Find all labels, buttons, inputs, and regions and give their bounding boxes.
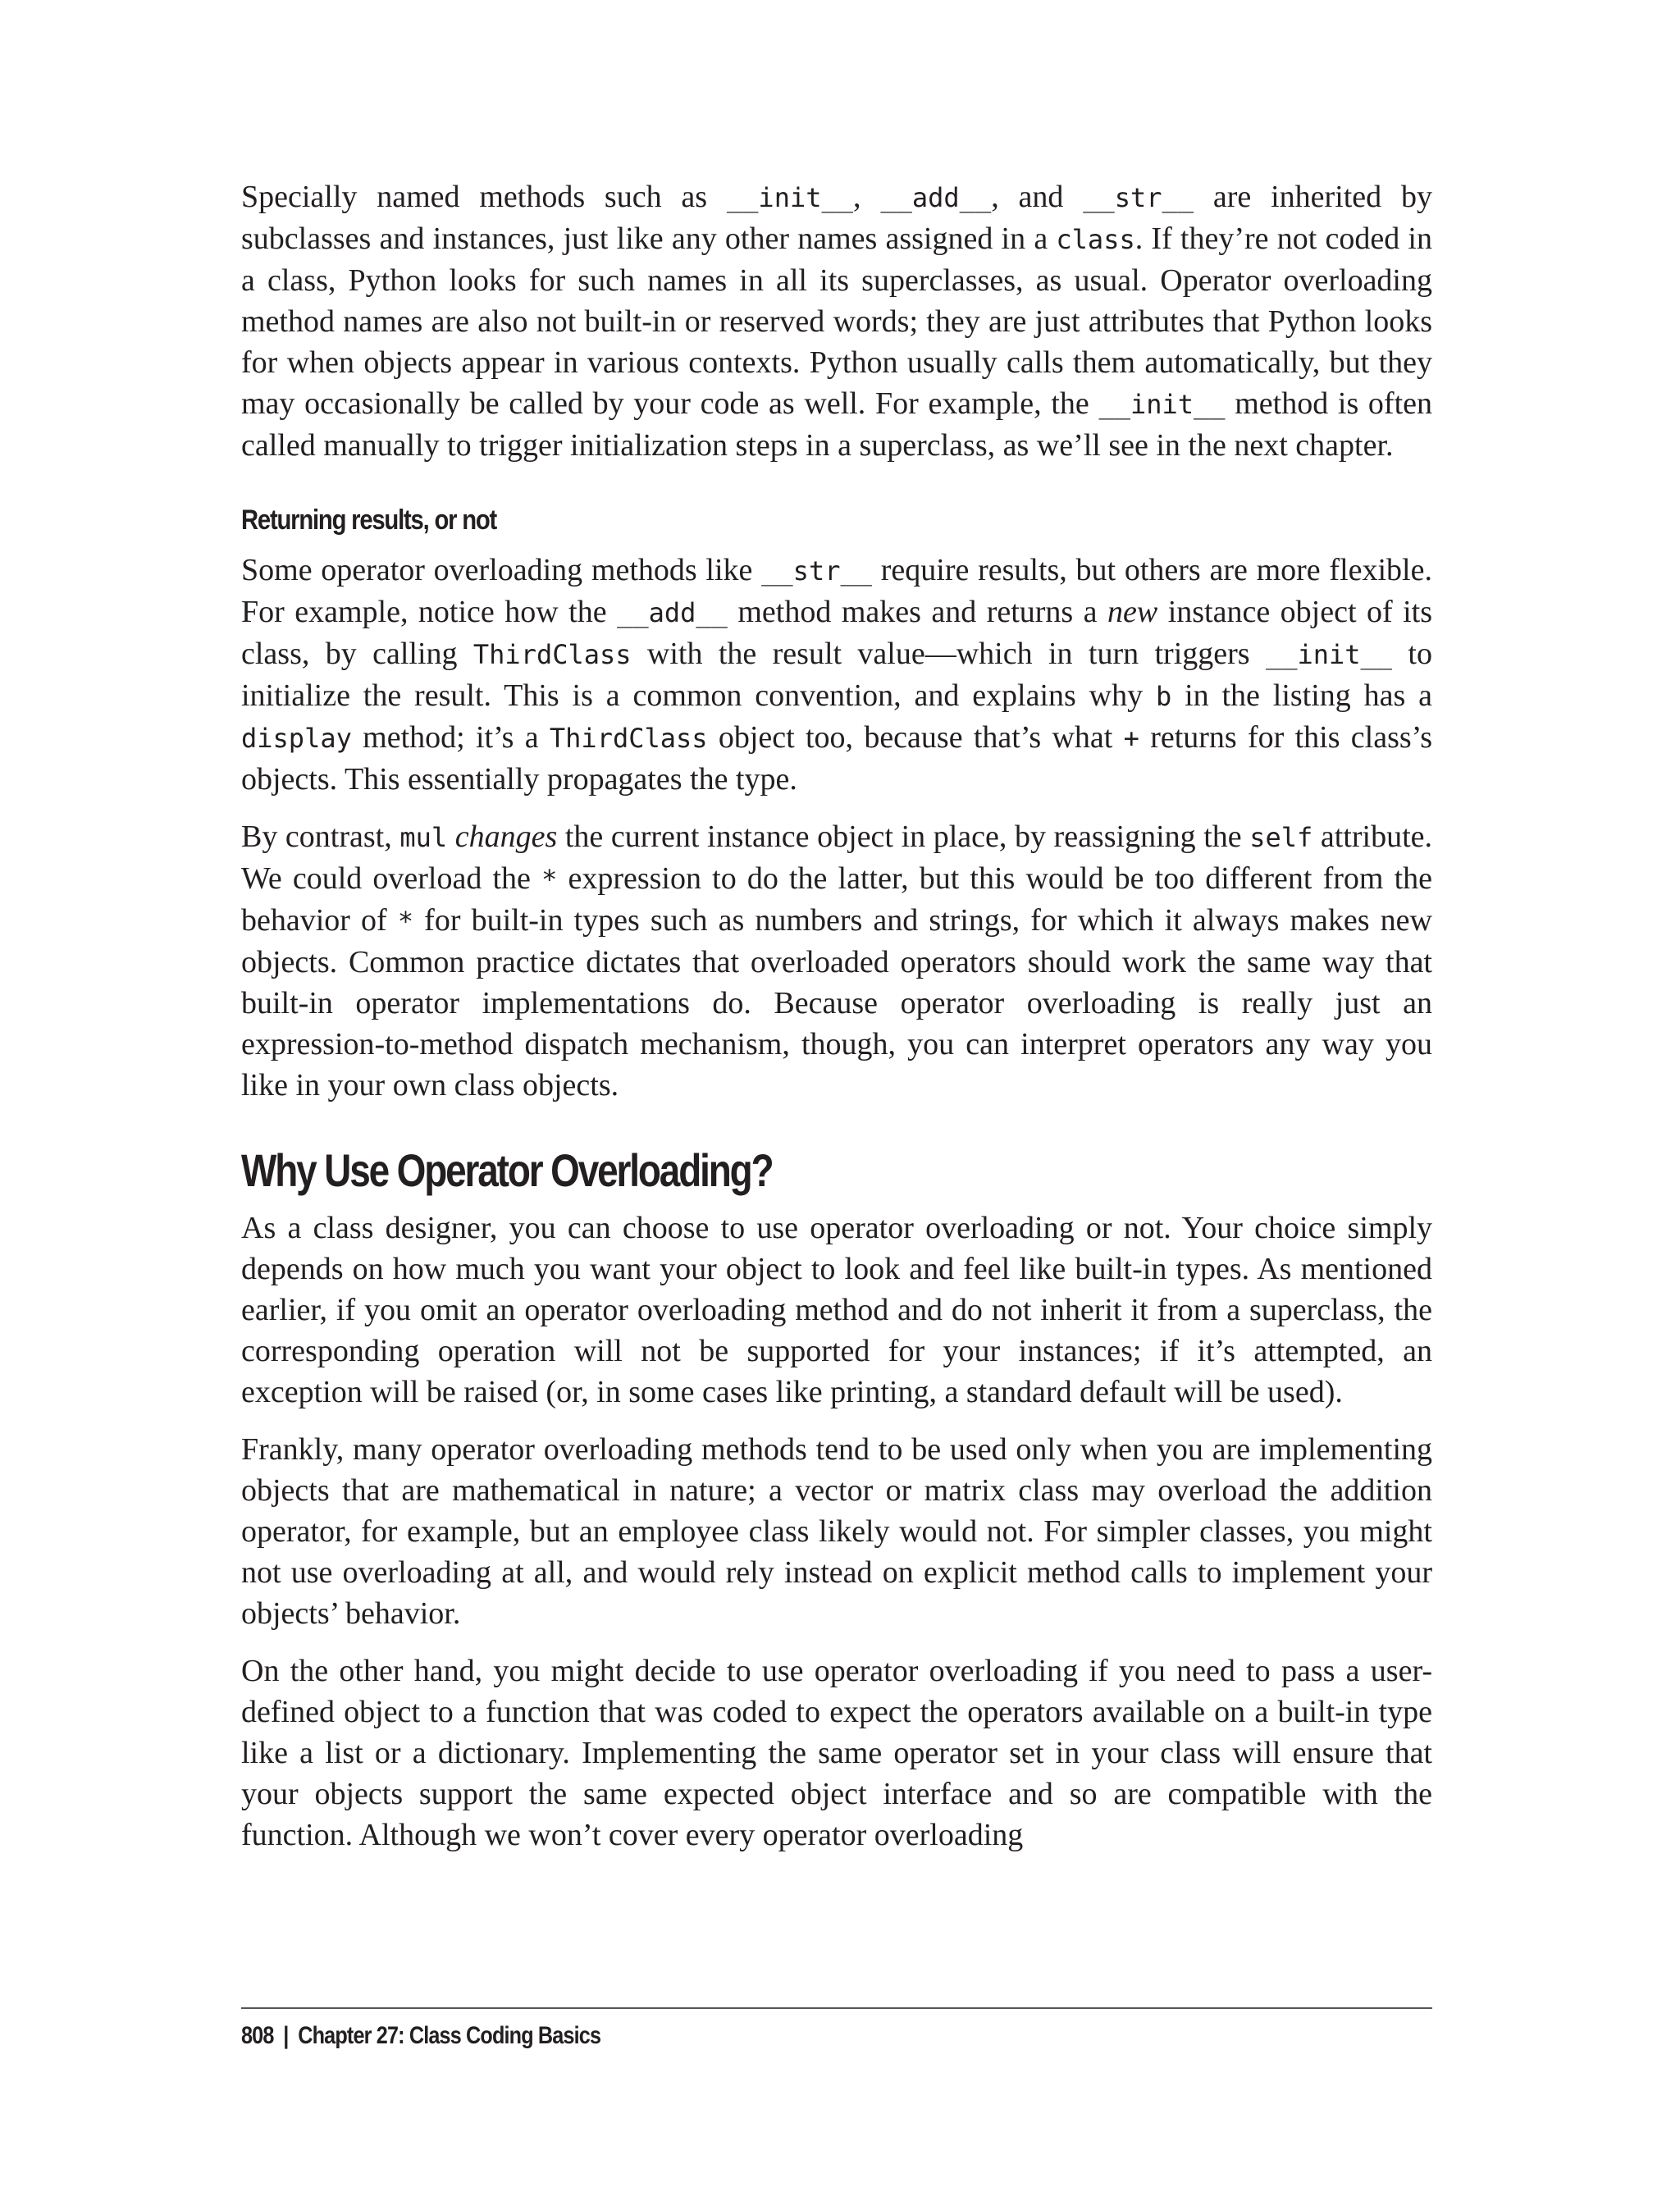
page-footer (241, 2007, 1432, 2050)
section-heading-why-operator-overloading: Why Use Operator Overloading? (241, 1144, 773, 1196)
inline-code: class (1056, 224, 1135, 255)
page-number: 808 (241, 2022, 274, 2049)
footer-separator: | (283, 2022, 289, 2049)
inline-code: __add__ (880, 182, 992, 213)
page-body (241, 176, 1432, 1872)
paragraph-by-contrast: By contrast, mul changes the current instance object in place, by reassigning the self attribute. We could overload the * expression to do the latter, but this would be too different from the behavior of * for built-in types such as numbers and strings, for which it always makes new objects. Common practice dictates that overloaded operators should work the same way that built-in operator implementations do. Because operator overloading is really just an expression-to-method dispatch mechanism, though, you can interpret operators any way you like in your own class objects. (241, 819, 1433, 1102)
inline-code: __init__ (1098, 389, 1226, 420)
inline-code: b (1155, 681, 1172, 712)
paragraph-returning-results: Some operator overloading methods like __str__ require results, but others are more flexible. For example, notice how the __add__ method makes and returns a new instance object of its class, by calling ThirdClass with the result value—which in turn triggers __init__ to initialize the result. This is a common convention, and explains why b in the listing has a display method; it’s a ThirdClass object too, because that’s what + returns for this class’s objects. This essentially propagates the type. (241, 553, 1433, 797)
emphasis: new (1107, 595, 1158, 629)
inline-code: __add__ (617, 597, 728, 628)
inline-code: __init__ (1265, 639, 1393, 670)
inline-code: * (397, 906, 414, 937)
inline-code: __str__ (761, 555, 872, 587)
inline-code: ThirdClass (549, 723, 708, 754)
paragraph-class-designer: As a class designer, you can choose to use operator overloading or not. Your choice simply depends on how much you want your object to look and feel like built-in types. As mentioned earlier, if you omit an operator overloading method and do not inherit it from a superclass, the corresponding operation will not be supported for your instances; if it’s attempted, an exception will be raised (or, in some cases like printing, a standard default will be used). (241, 1211, 1432, 1409)
inline-code: mul (399, 822, 448, 853)
inline-code: __str__ (1083, 182, 1194, 213)
inline-code: * (541, 864, 558, 895)
paragraph-frankly: Frankly, many operator overloading methods tend to be used only when you are implementing objects that are mathematical in nature; a vector or matrix class may overload the addition operator, for example, but an employee class likely would not. For simpler classes, you might not use overloading at all, and would rely instead on explicit method calls to implement your objects’ behavior. (241, 1432, 1432, 1631)
inline-code: display (241, 723, 352, 754)
chapter-title: Chapter 27: Class Coding Basics (298, 2022, 601, 2049)
inline-code: self (1249, 822, 1313, 853)
emphasis: changes (454, 819, 558, 854)
inline-code: __init__ (726, 182, 854, 213)
subheading-returning-results: Returning results, or not (241, 504, 497, 536)
paragraph-on-the-other-hand: On the other hand, you might decide to use operator overloading if you need to pass a user-defined object to a function that was coded to expect the operators available on a built-in type like a list or a dictionary. Implementing the same operator set in your class will ensure that your objects support the same expected object interface and so are compatible with the function. Although we won’t cover every operator overloading (241, 1654, 1432, 1852)
inline-code: + (1123, 723, 1139, 754)
paragraph-inherited-methods: Specially named methods such as __init__, __add__, and __str__ are inherited by subclasses and instances, just like any other names assigned in a class. If they’re not coded in a class, Python looks for such names in all its superclasses, as usual. Operator overloading method names are also not built-in or reserved words; they are just attributes that Python looks for when objects appear in various contexts. Python usually calls them automatically, but they may occasionally be called by your code as well. For example, the __init__ method is often called manually to trigger initialization steps in a superclass, as we’ll see in the next chapter. (241, 180, 1432, 463)
inline-code: ThirdClass (472, 639, 632, 670)
